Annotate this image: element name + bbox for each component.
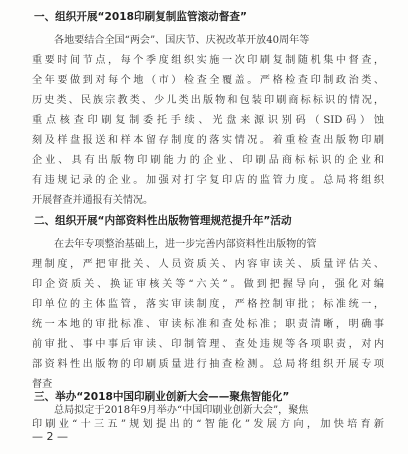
page-number: — 2 — xyxy=(32,430,68,443)
section-heading-1: 一、组织开展“2018印刷复制监管滚动督查” xyxy=(34,11,247,23)
paragraph-line: 历史类、民族宗教类、少儿类出版物和包装印刷商标标识的情况， xyxy=(32,95,384,106)
paragraph-line: 各地要结合全国“两会”、国庆节、庆祝改革开放40周年等 xyxy=(54,35,310,46)
paragraph-line: 重点核查印刷复制委托手续、光盘来源识别码（SID码）蚀 xyxy=(32,115,384,126)
section-heading-2: 二、组织开展“内部资料性出版物管理规范提升年”活动 xyxy=(34,215,292,227)
paragraph-line: 理制度，严把审批关、人员资质关、内容审读关、质量评估关、 xyxy=(32,259,384,270)
paragraph-line: 印单位的主体监管，落实审读制度，严格控制审批；标准统一， xyxy=(32,299,384,310)
paragraph-line: 统一本地的审批标准、审读标准和查处标准；职责清晰，明确事 xyxy=(32,319,384,330)
paragraph-line: 刻及样盘报送和样本留存制度的落实情况。着重检查出版物印刷 xyxy=(32,135,384,146)
paragraph-line: 重要时间节点，每个季度组织实施一次印刷复制随机集中督查， xyxy=(32,55,384,66)
paragraph-line: 前审批、事中事后审读、印制管理、查处违规等各项职责，对内 xyxy=(32,339,384,350)
paragraph-line: 在去年专项整治基础上，进一步完善内部资料性出版物的管 xyxy=(54,239,317,250)
paragraph-line: 印刷业“十三五”规划提出的“智能化”发展方向，加快培育新 xyxy=(32,419,384,430)
paragraph-line: 印企资质关、换证审核关等“六关”。做到把握导向，强化对编 xyxy=(32,279,384,290)
paragraph-line: 督查 xyxy=(32,379,53,390)
paragraph-line: 有违规记录的企业。加强对打字复印店的监管力度。总局将组织 xyxy=(32,175,384,186)
paragraph-line: 部资料性出版物的印刷质量进行抽查检测。总局将组织开展专项 xyxy=(32,359,384,370)
paragraph-line: 全年要做到对每个地（市）检查全覆盖。严格检查印制政治类、 xyxy=(32,75,384,86)
paragraph-line: 总局拟定于2018年9月举办“中国印刷业创新大会”，聚焦 xyxy=(54,405,309,416)
paragraph-line: 企业、具有出版物印刷能力的企业、印刷品商标标识的企业和 xyxy=(32,155,384,166)
section-heading-3: 三、举办“2018中国印刷业创新大会——聚焦智能化” xyxy=(34,391,290,403)
paragraph-line: 开展督查并通报有关情况。 xyxy=(32,195,154,206)
